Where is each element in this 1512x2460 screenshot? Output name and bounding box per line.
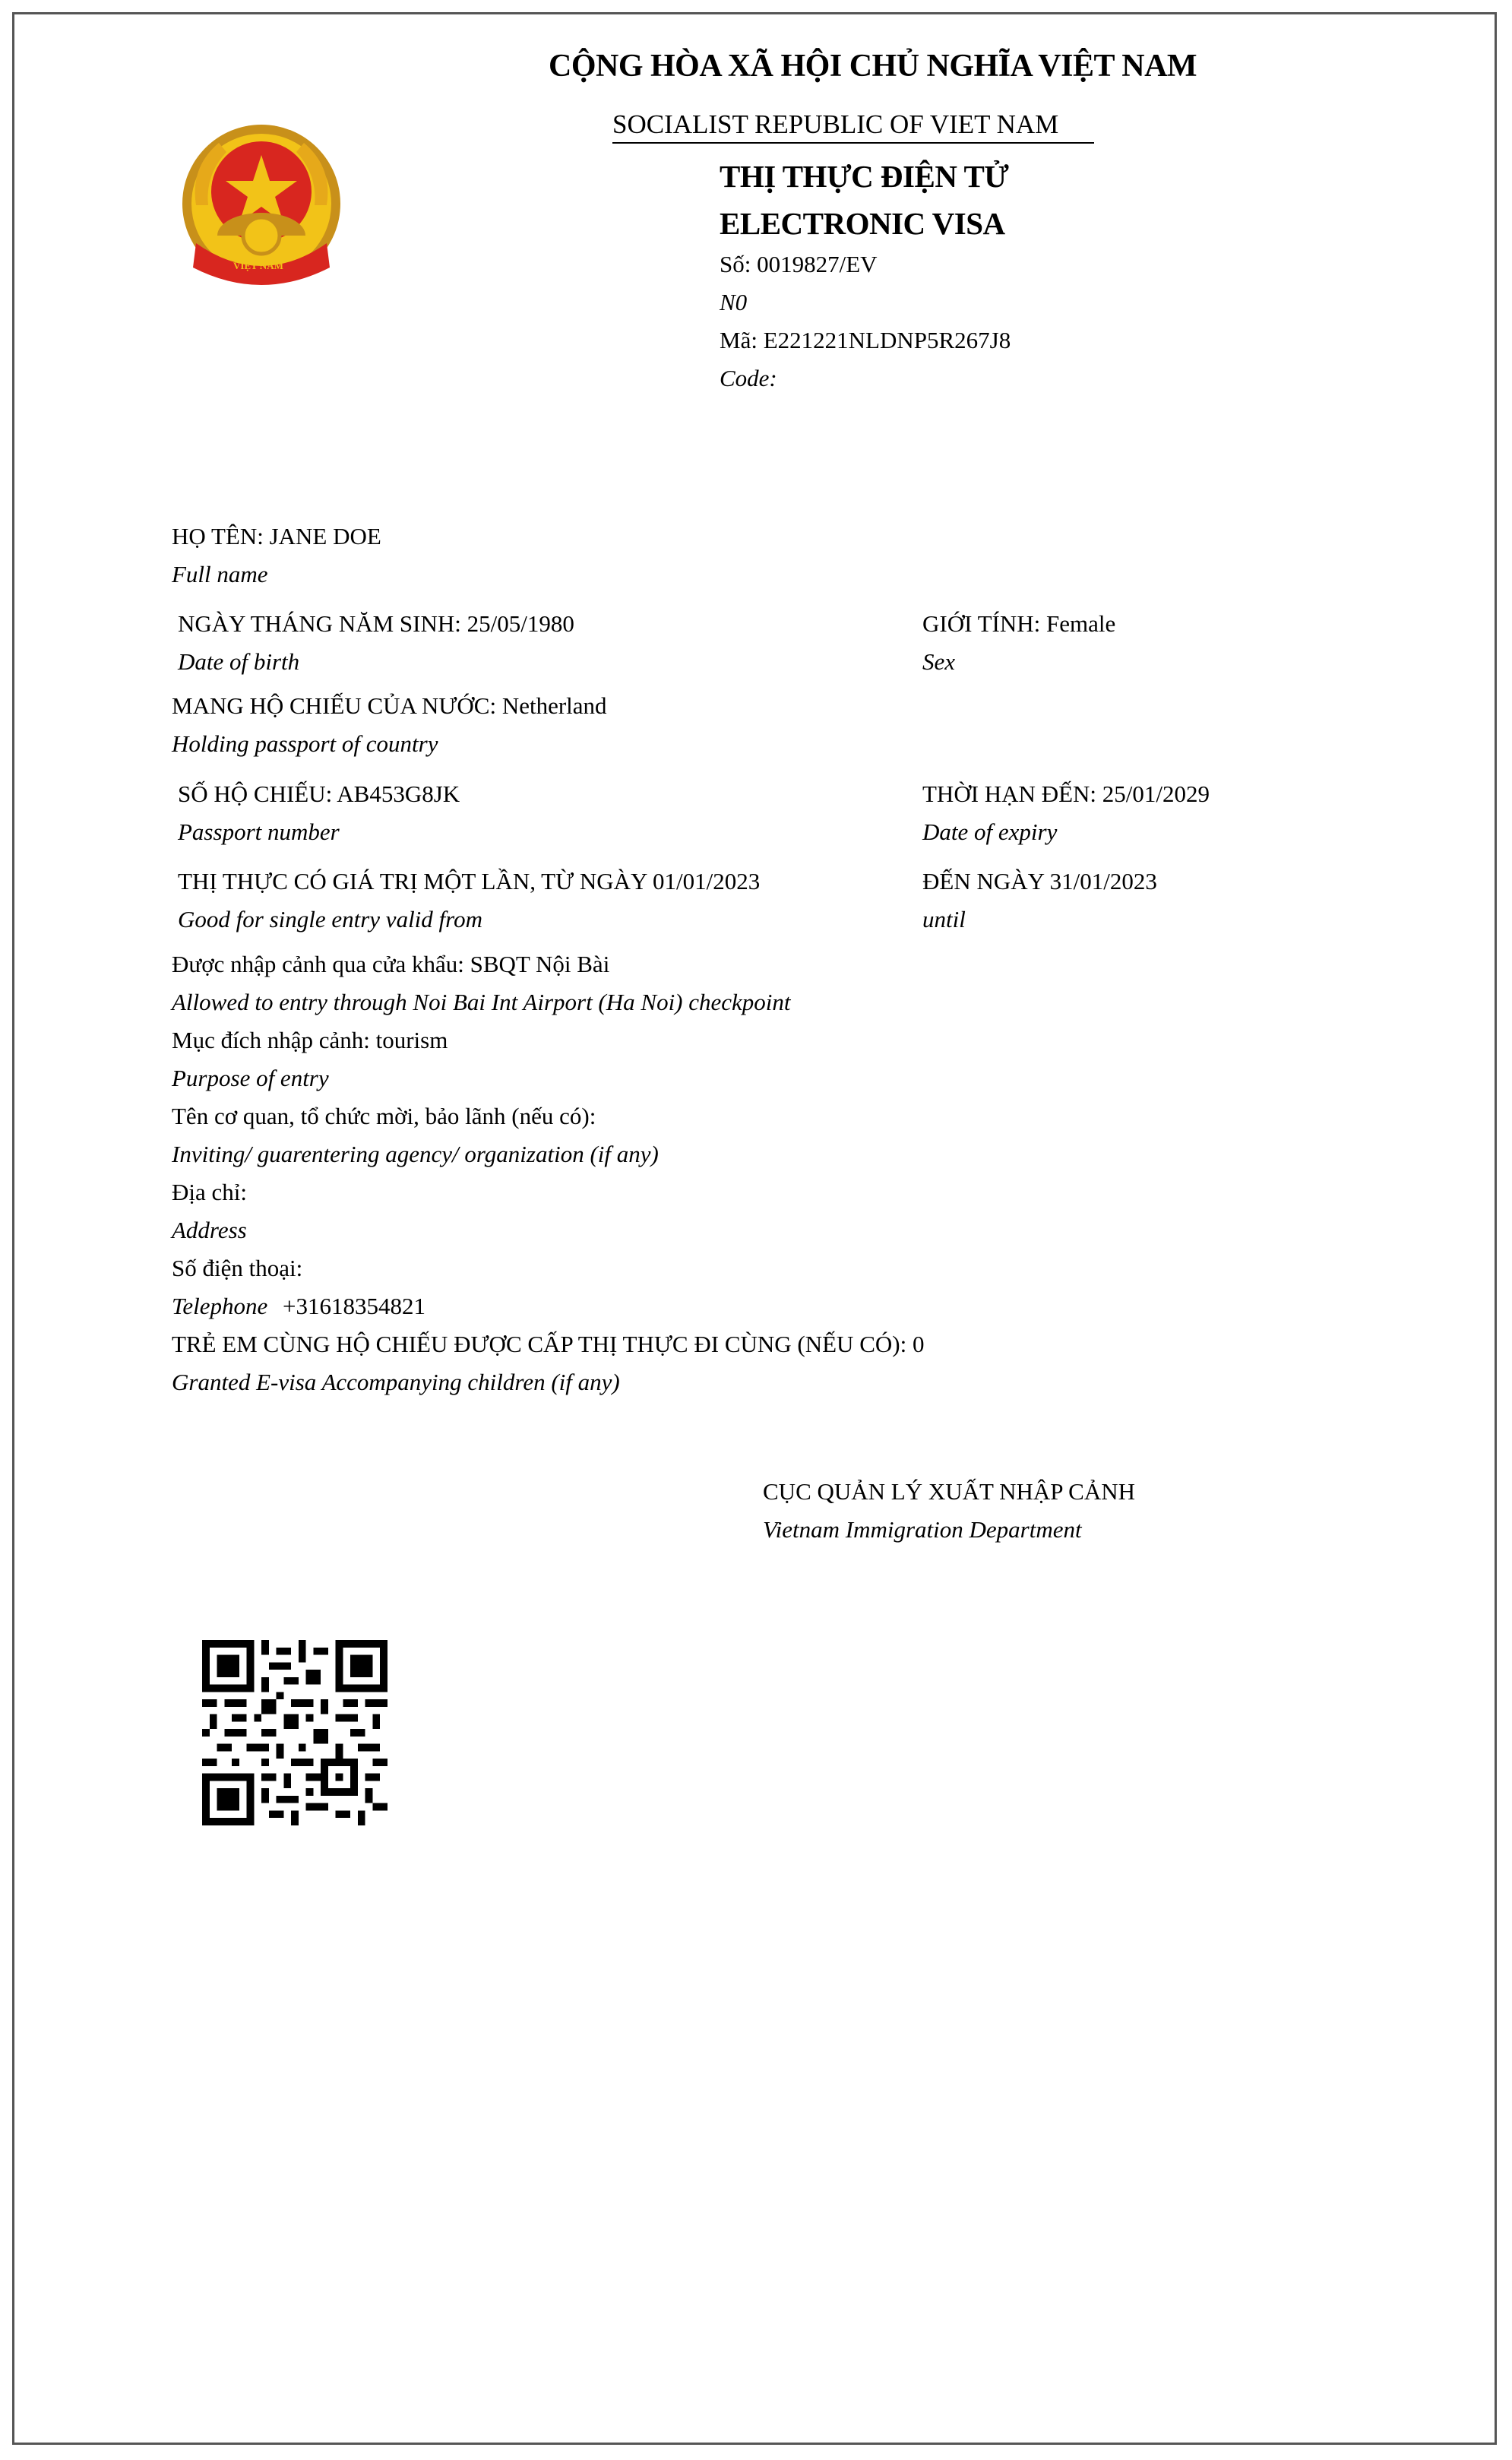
country-name-vn: CỘNG HÒA XÃ HỘI CHỦ NGHĨA VIỆT NAM [549, 49, 1197, 84]
visa-code-label-en: Code: [720, 365, 777, 391]
purpose-label: Mục đích nhập cảnh: [172, 1027, 370, 1053]
visa-number-label-en: N0 [720, 289, 748, 315]
purpose-value: tourism [375, 1027, 448, 1053]
full-name-value: JANE DOE [269, 523, 381, 549]
visa-title-en: ELECTRONIC VISA [720, 206, 1005, 241]
full-name-label: HỌ TÊN: [172, 523, 264, 549]
visa-code-label: Mã: [720, 327, 758, 353]
visa-number-row [720, 252, 878, 276]
phone-label-en: Telephone [172, 1293, 268, 1319]
header-underline [612, 142, 1094, 144]
address-label-en: Address [172, 1217, 247, 1243]
agency-label: Tên cơ quan, tổ chức mời, bảo lãnh (nếu có): [172, 1103, 596, 1129]
passport-number-label: SỐ HỘ CHIẾU: [178, 780, 333, 807]
address-label: Địa chỉ: [172, 1179, 247, 1205]
passport-number-value: AB453G8JK [337, 780, 460, 807]
expiry-label-en: Date of expiry [922, 818, 1058, 845]
emblem-banner-text: VIỆT NAM [233, 260, 283, 271]
purpose-label-en: Purpose of entry [172, 1065, 329, 1091]
checkpoint-value: SBQT Nội Bài [470, 951, 610, 977]
agency-label-en: Inviting/ guarentering agency/ organization (if any) [172, 1141, 659, 1167]
valid-until-label-en: until [922, 906, 966, 932]
passport-number-row [178, 782, 460, 806]
children-label: TRẺ EM CÙNG HỘ CHIẾU ĐƯỢC CẤP THỊ THỰC ĐI CÙNG (NẾU CÓ): [172, 1331, 907, 1357]
dob-value: 25/05/1980 [467, 610, 574, 637]
visa-title-vn: THỊ THỰC ĐIỆN TỬ [720, 159, 1009, 194]
country-name-en: SOCIALIST REPUBLIC OF VIET NAM [612, 109, 1059, 139]
visa-code-value: E221221NLDNP5R267J8 [763, 327, 1011, 353]
children-value: 0 [912, 1331, 925, 1357]
full-name-row [172, 524, 381, 548]
checkpoint-label: Được nhập cảnh qua cửa khẩu: [172, 951, 464, 977]
visa-code-row [720, 328, 1011, 352]
passport-country-label: MANG HỘ CHIẾU CỦA NƯỚC: [172, 692, 497, 719]
valid-until-label: ĐẾN NGÀY [922, 868, 1044, 894]
issuer-name-en: Vietnam Immigration Department [763, 1516, 1082, 1543]
dob-row [178, 612, 574, 635]
sex-row [922, 612, 1115, 635]
expiry-row [922, 782, 1210, 806]
phone-value: +31618354821 [283, 1293, 426, 1319]
sex-label: GIỚI TÍNH: [922, 610, 1041, 637]
phone-row [172, 1294, 425, 1318]
dob-label: NGÀY THÁNG NĂM SINH: [178, 610, 461, 637]
valid-until-value: 31/01/2023 [1049, 868, 1157, 894]
full-name-label-en: Full name [172, 561, 268, 587]
expiry-label: THỜI HẠN ĐẾN: [922, 780, 1097, 807]
valid-from-label: THỊ THỰC CÓ GIÁ TRỊ MỘT LẦN, TỪ NGÀY [178, 868, 647, 894]
valid-from-label-en: Good for single entry valid from [178, 906, 482, 932]
valid-from-value: 01/01/2023 [653, 868, 761, 894]
passport-country-label-en: Holding passport of country [172, 730, 438, 757]
expiry-value: 25/01/2029 [1102, 780, 1210, 807]
children-label-en: Granted E-visa Accompanying children (if any) [172, 1369, 620, 1395]
passport-country-value: Netherland [501, 692, 607, 719]
dob-label-en: Date of birth [178, 648, 300, 675]
sex-label-en: Sex [922, 648, 956, 675]
purpose-row [172, 1028, 448, 1052]
passport-number-label-en: Passport number [178, 818, 340, 845]
visa-number-value: 0019827/EV [757, 251, 878, 277]
children-row [172, 1332, 924, 1356]
phone-label: Số điện thoại: [172, 1255, 303, 1281]
sex-value: Female [1046, 610, 1116, 637]
national-emblem [173, 122, 350, 298]
qr-code [202, 1640, 387, 1825]
passport-country-row [172, 694, 607, 717]
valid-from-row [178, 869, 760, 893]
checkpoint-row [172, 952, 609, 976]
issuer-name-vn: CỤC QUẢN LÝ XUẤT NHẬP CẢNH [763, 1478, 1135, 1505]
visa-number-label: Số: [720, 251, 751, 277]
valid-until-row [922, 869, 1157, 893]
checkpoint-label-en: Allowed to entry through Noi Bai Int Airport (Ha Noi) checkpoint [172, 989, 791, 1015]
